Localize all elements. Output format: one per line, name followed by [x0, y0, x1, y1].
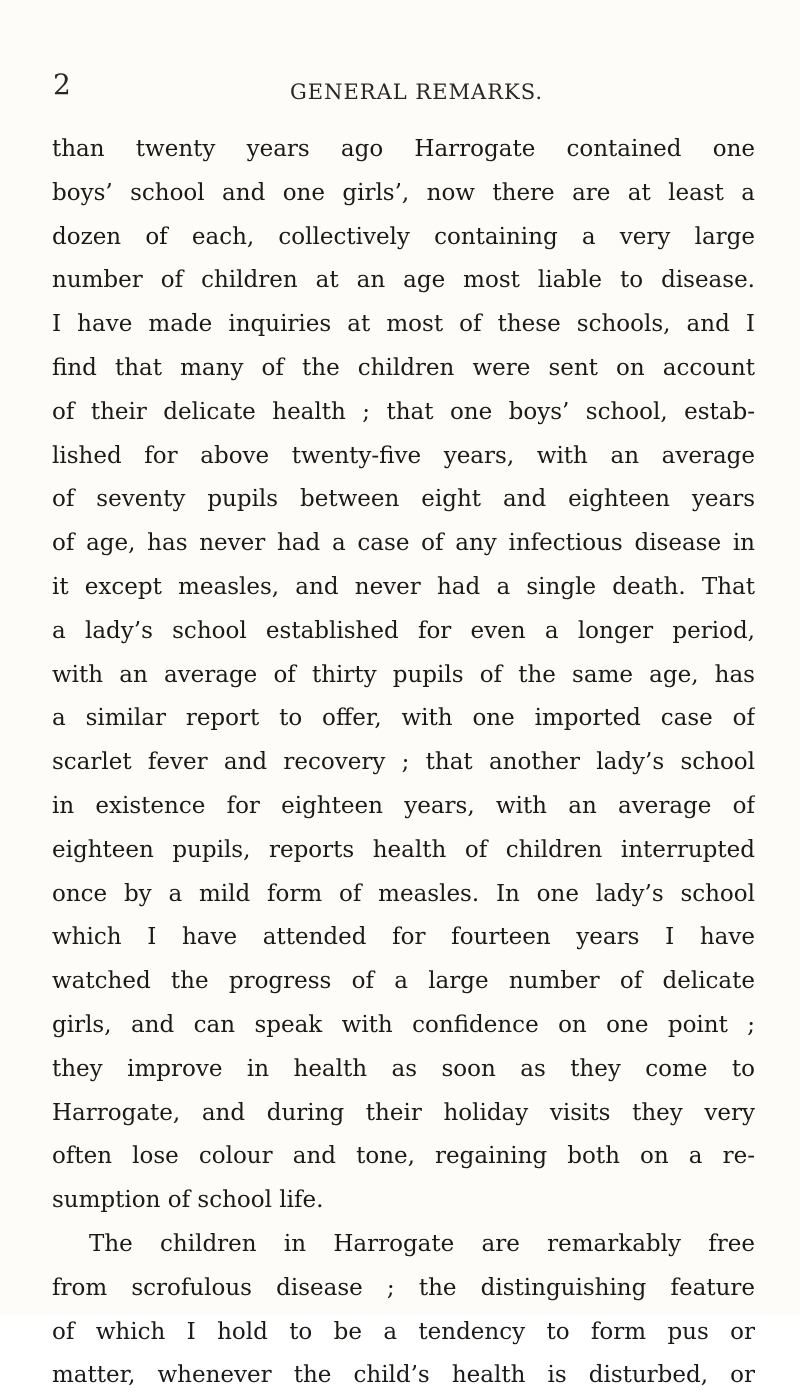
text-line: eighteen pupils, reports health of children interrupted [52, 836, 755, 863]
page-number: 2 [53, 68, 71, 101]
text-line: with an average of thirty pupils of the same age, has [52, 661, 755, 688]
body-text [52, 128, 755, 1398]
text-line: a lady’s school established for even a longer period, [52, 617, 755, 644]
text-line: scarlet fever and recovery ; that another lady’s school [52, 749, 755, 776]
running-title: GENERAL REMARKS. [290, 80, 544, 104]
text-line: a similar report to offer, with one imported case of [52, 705, 755, 732]
text-line: than twenty years ago Harrogate contained one [52, 136, 755, 162]
text-line: lished for above twenty-five years, with an average [52, 442, 755, 469]
text-line: once by a mild form of measles. In one lady’s school [52, 880, 755, 907]
text-line: I have made inquiries at most of these schools, and I [52, 311, 755, 338]
text-line: of age, has never had a case of any infectious disease in [52, 530, 755, 557]
text-line: of seventy pupils between eight and eighteen years [52, 486, 755, 513]
text-line: boys’ school and one girls’, now there are at least a [52, 179, 755, 206]
text-line: The children in Harrogate are remarkably free [89, 1230, 755, 1257]
text-line: in existence for eighteen years, with an average of [52, 792, 755, 819]
text-line: from scrofulous disease ; the distinguishing feature [52, 1274, 755, 1301]
text-line: matter, whenever the child’s health is disturbed, or [52, 1362, 755, 1389]
text-line: which I have attended for fourteen years I have [52, 924, 755, 951]
text-line: watched the progress of a large number of delicate [52, 968, 755, 995]
text-line: find that many of the children were sent on account [52, 354, 755, 381]
text-line: it except measles, and never had a single death. That [52, 573, 755, 600]
text-line: girls, and can speak with confidence on one point ; [52, 1011, 755, 1038]
text-line: Harrogate, and during their holiday visits they very [52, 1099, 755, 1126]
text-line: of their delicate health ; that one boys’ school, estab- [52, 398, 755, 425]
text-line: sumption of school life. [52, 1187, 324, 1214]
text-line: of which I hold to be a tendency to form pus or [52, 1318, 755, 1345]
text-line: they improve in health as soon as they come to [52, 1055, 755, 1082]
text-line: number of children at an age most liable to disease. [52, 267, 755, 294]
text-line: often lose colour and tone, regaining both on a re- [52, 1143, 755, 1170]
text-line: dozen of each, collectively containing a very large [52, 223, 755, 250]
